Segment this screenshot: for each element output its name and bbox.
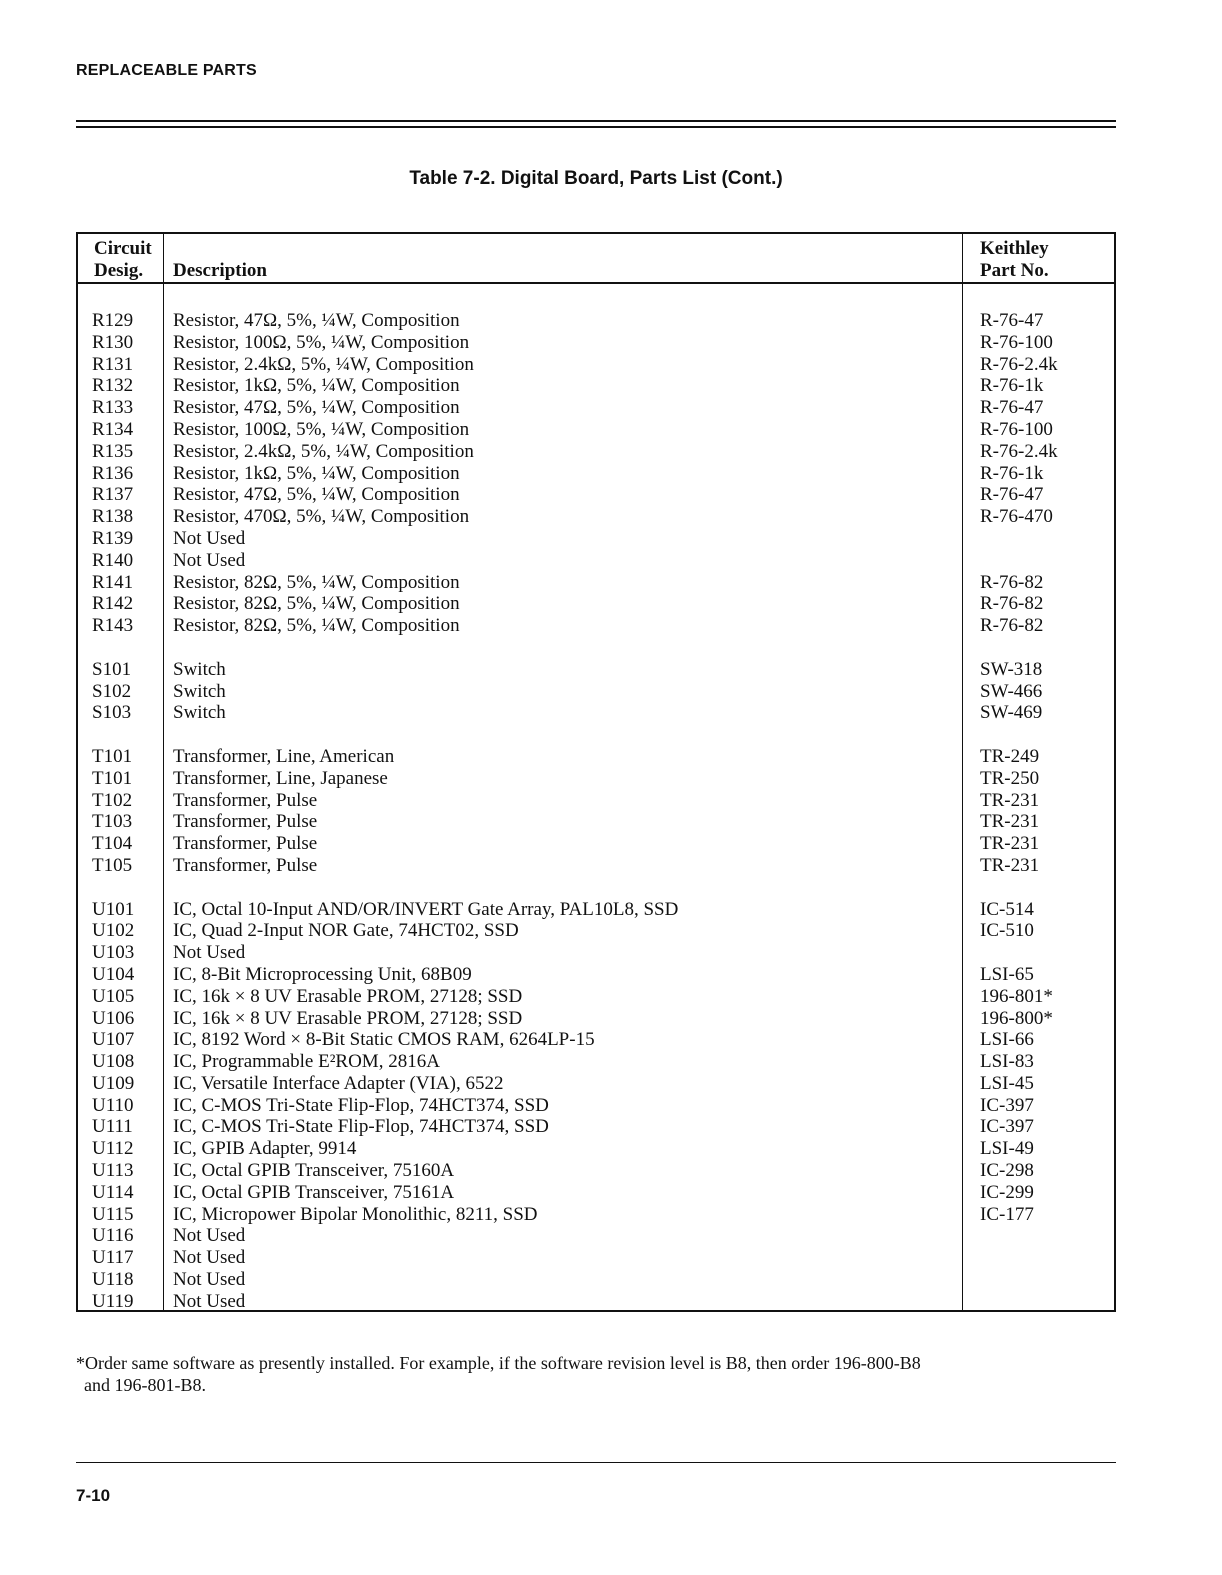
table-row	[78, 942, 1114, 964]
cell-description: Resistor, 2.4kΩ, 5%, ¼W, Composition	[173, 440, 474, 462]
cell-part-no: R-76-100	[980, 418, 1053, 440]
cell-description: Resistor, 47Ω, 5%, ¼W, Composition	[173, 397, 460, 419]
cell-description: IC, Micropower Bipolar Monolithic, 8211, SSD	[173, 1203, 538, 1225]
cell-circuit-desig: U118	[92, 1269, 134, 1291]
table-row	[78, 1008, 1114, 1030]
cell-circuit-desig: S102	[92, 680, 132, 702]
cell-circuit-desig: T104	[92, 833, 133, 855]
table-row	[78, 375, 1114, 397]
cell-description: Resistor, 47Ω, 5%, ¼W, Composition	[173, 310, 460, 331]
table-row	[78, 1182, 1114, 1204]
cell-description: Resistor, 100Ω, 5%, ¼W, Composition	[173, 418, 470, 440]
cell-part-no: R-76-47	[980, 397, 1044, 419]
table-row	[78, 964, 1114, 986]
cell-circuit-desig: R137	[92, 484, 134, 506]
cell-description: Resistor, 470Ω, 5%, ¼W, Composition	[173, 506, 470, 528]
cell-description: Resistor, 82Ω, 5%, ¼W, Composition	[173, 615, 460, 637]
table-row	[78, 332, 1114, 354]
table-row	[78, 899, 1114, 921]
cell-part-no: R-76-47	[980, 310, 1044, 331]
table-row	[78, 855, 1114, 877]
cell-part-no: 196-800*	[980, 1007, 1053, 1029]
cell-description: Transformer, Pulse	[173, 854, 318, 876]
cell-circuit-desig: U119	[92, 1290, 134, 1312]
cell-circuit-desig: R136	[92, 462, 134, 484]
cell-circuit-desig: U111	[92, 1116, 133, 1138]
cell-part-no: IC-397	[980, 1094, 1034, 1116]
cell-circuit-desig: T102	[92, 789, 133, 811]
cell-description: IC, Octal GPIB Transceiver, 75161A	[173, 1181, 455, 1203]
cell-part-no: 196-801*	[980, 985, 1053, 1007]
table-row	[78, 833, 1114, 855]
cell-circuit-desig: R138	[92, 506, 134, 528]
cell-circuit-desig: R142	[92, 593, 134, 615]
cell-description: IC, 8192 Word × 8-Bit Static CMOS RAM, 6264LP-15	[173, 1029, 595, 1051]
cell-circuit-desig: U116	[92, 1225, 134, 1247]
table-header-rule	[78, 282, 1114, 284]
cell-part-no: R-76-470	[980, 506, 1053, 528]
cell-circuit-desig: U112	[92, 1138, 134, 1160]
cell-part-no: SW-318	[980, 658, 1043, 680]
table-row	[78, 1116, 1114, 1138]
cell-circuit-desig: S101	[92, 658, 132, 680]
table-row	[78, 986, 1114, 1008]
cell-part-no: SW-466	[980, 680, 1043, 702]
table-row	[78, 637, 1114, 659]
cell-circuit-desig: R134	[92, 418, 134, 440]
cell-part-no: TR-249	[980, 745, 1040, 767]
table-row	[78, 484, 1114, 506]
cell-circuit-desig: R131	[92, 353, 134, 375]
cell-part-no: R-76-82	[980, 593, 1044, 615]
page-number: 7-10	[76, 1486, 111, 1505]
cell-description: Transformer, Pulse	[173, 833, 318, 855]
cell-circuit-desig: U115	[92, 1203, 134, 1225]
cell-description: IC, Programmable E²ROM, 2816A	[173, 1051, 440, 1073]
cell-part-no: SW-469	[980, 702, 1043, 724]
cell-description: Resistor, 2.4kΩ, 5%, ¼W, Composition	[173, 353, 474, 375]
cell-part-no: R-76-1k	[980, 375, 1044, 397]
cell-circuit-desig: R140	[92, 549, 134, 571]
cell-circuit-desig: R130	[92, 331, 134, 353]
cell-circuit-desig: U114	[92, 1181, 134, 1203]
cell-circuit-desig: U102	[92, 920, 135, 942]
table-row	[78, 659, 1114, 681]
cell-circuit-desig: R132	[92, 375, 134, 397]
table-row	[78, 790, 1114, 812]
cell-part-no: LSI-66	[980, 1029, 1034, 1051]
cell-description: IC, Octal GPIB Transceiver, 75160A	[173, 1160, 455, 1182]
table-row	[78, 1029, 1114, 1051]
cell-description: Not Used	[173, 1225, 246, 1247]
footer-rule	[76, 1462, 1116, 1463]
table-row	[78, 746, 1114, 768]
cell-circuit-desig: U113	[92, 1160, 134, 1182]
header-rule-top	[76, 120, 1116, 122]
cell-circuit-desig: U117	[92, 1247, 134, 1269]
table-title: Table 7-2. Digital Board, Parts List (Cont.)	[409, 168, 783, 189]
cell-circuit-desig: R141	[92, 571, 134, 593]
cell-circuit-desig: T105	[92, 854, 133, 876]
column-header-part-line1: Keithley	[980, 238, 1049, 259]
table-row	[78, 768, 1114, 790]
cell-part-no: IC-397	[980, 1116, 1034, 1138]
table-row	[78, 1291, 1114, 1313]
cell-circuit-desig: R135	[92, 440, 134, 462]
cell-circuit-desig: U101	[92, 898, 135, 920]
cell-description: Resistor, 82Ω, 5%, ¼W, Composition	[173, 593, 460, 615]
cell-part-no: TR-250	[980, 767, 1040, 789]
table-row	[78, 1138, 1114, 1160]
cell-description: Resistor, 47Ω, 5%, ¼W, Composition	[173, 484, 460, 506]
cell-part-no: R-76-2.4k	[980, 440, 1058, 462]
table-row	[78, 310, 1114, 332]
footnote	[76, 1352, 1126, 1396]
cell-description: Transformer, Line, Japanese	[173, 767, 388, 789]
column-header-desig-line2: Desig.	[94, 260, 144, 281]
cell-part-no: R-76-1k	[980, 462, 1044, 484]
cell-circuit-desig: U104	[92, 963, 135, 985]
cell-description: Switch	[173, 658, 226, 680]
cell-part-no: IC-299	[980, 1181, 1034, 1203]
cell-description: Resistor, 100Ω, 5%, ¼W, Composition	[173, 331, 470, 353]
cell-circuit-desig: R143	[92, 615, 134, 637]
table-row	[78, 397, 1114, 419]
parts-table	[76, 232, 1116, 1312]
cell-part-no: R-76-82	[980, 615, 1044, 637]
cell-circuit-desig: U105	[92, 985, 135, 1007]
cell-part-no: R-76-82	[980, 571, 1044, 593]
table-row	[78, 920, 1114, 942]
cell-description: IC, Versatile Interface Adapter (VIA), 6522	[173, 1072, 504, 1094]
cell-circuit-desig: T103	[92, 811, 133, 833]
table-row	[78, 1247, 1114, 1269]
cell-circuit-desig: U109	[92, 1072, 135, 1094]
column-header-desig-line1: Circuit	[94, 238, 152, 259]
cell-description: IC, C-MOS Tri-State Flip-Flop, 74HCT374, SSD	[173, 1094, 549, 1116]
cell-circuit-desig: R139	[92, 527, 134, 549]
cell-circuit-desig: R129	[92, 310, 134, 331]
cell-part-no: TR-231	[980, 833, 1040, 855]
cell-description: Not Used	[173, 527, 246, 549]
cell-description: Not Used	[173, 942, 246, 964]
table-body	[78, 310, 1114, 1313]
cell-part-no: IC-510	[980, 920, 1034, 942]
cell-description: Resistor, 82Ω, 5%, ¼W, Composition	[173, 571, 460, 593]
cell-part-no: R-76-47	[980, 484, 1044, 506]
cell-description: Not Used	[173, 1269, 246, 1291]
table-row	[78, 506, 1114, 528]
cell-part-no: LSI-45	[980, 1072, 1034, 1094]
table-row	[78, 441, 1114, 463]
column-header-circuit-desig	[94, 238, 152, 282]
cell-description: Resistor, 1kΩ, 5%, ¼W, Composition	[173, 375, 460, 397]
cell-description: IC, GPIB Adapter, 9914	[173, 1138, 357, 1160]
table-row	[78, 811, 1114, 833]
cell-part-no: LSI-83	[980, 1051, 1034, 1073]
cell-description: Transformer, Pulse	[173, 811, 318, 833]
cell-circuit-desig: U103	[92, 942, 135, 964]
table-row	[78, 1225, 1114, 1247]
cell-description: Resistor, 1kΩ, 5%, ¼W, Composition	[173, 462, 460, 484]
cell-part-no: R-76-2.4k	[980, 353, 1058, 375]
table-row	[78, 702, 1114, 724]
cell-description: IC, 8-Bit Microprocessing Unit, 68B09	[173, 963, 472, 985]
cell-part-no: IC-177	[980, 1203, 1034, 1225]
table-row	[78, 1204, 1114, 1226]
cell-part-no: IC-514	[980, 898, 1034, 920]
cell-part-no: LSI-65	[980, 963, 1034, 985]
table-row	[78, 1269, 1114, 1291]
cell-circuit-desig: T101	[92, 767, 133, 789]
table-row	[78, 593, 1114, 615]
cell-part-no: R-76-100	[980, 331, 1053, 353]
header-rule-bottom	[76, 126, 1116, 128]
cell-circuit-desig: T101	[92, 745, 133, 767]
cell-description: Switch	[173, 702, 226, 724]
cell-circuit-desig: U110	[92, 1094, 134, 1116]
column-header-description: Description	[173, 260, 267, 281]
column-header-part-line2: Part No.	[980, 260, 1049, 281]
cell-description: Transformer, Line, American	[173, 745, 395, 767]
cell-part-no: TR-231	[980, 854, 1040, 876]
table-row	[78, 681, 1114, 703]
table-row	[78, 550, 1114, 572]
footnote-line1: *Order same software as presently installed. For example, if the software revision level is B8, then order 196-800-B8	[76, 1353, 921, 1373]
cell-description: Switch	[173, 680, 226, 702]
cell-description: IC, 16k × 8 UV Erasable PROM, 27128; SSD	[173, 985, 523, 1007]
cell-part-no: TR-231	[980, 811, 1040, 833]
table-row	[78, 615, 1114, 637]
table-row	[78, 463, 1114, 485]
cell-part-no: LSI-49	[980, 1138, 1034, 1160]
cell-description: Not Used	[173, 549, 246, 571]
table-row	[78, 1073, 1114, 1095]
table-row	[78, 724, 1114, 746]
cell-description: IC, Octal 10-Input AND/OR/INVERT Gate Array, PAL10L8, SSD	[173, 898, 679, 920]
table-row	[78, 1051, 1114, 1073]
table-row	[78, 1095, 1114, 1117]
cell-circuit-desig: R133	[92, 397, 134, 419]
table-row	[78, 877, 1114, 899]
cell-description: Transformer, Pulse	[173, 789, 318, 811]
cell-description: IC, 16k × 8 UV Erasable PROM, 27128; SSD	[173, 1007, 523, 1029]
column-header-part-no	[980, 238, 1049, 282]
cell-circuit-desig: S103	[92, 702, 132, 724]
cell-description: IC, Quad 2-Input NOR Gate, 74HCT02, SSD	[173, 920, 519, 942]
cell-circuit-desig: U108	[92, 1051, 135, 1073]
cell-description: Not Used	[173, 1290, 246, 1312]
table-row	[78, 354, 1114, 376]
cell-description: IC, C-MOS Tri-State Flip-Flop, 74HCT374, SSD	[173, 1116, 549, 1138]
footnote-line2: and 196-801-B8.	[84, 1375, 206, 1395]
cell-part-no: TR-231	[980, 789, 1040, 811]
cell-circuit-desig: U107	[92, 1029, 135, 1051]
cell-circuit-desig: U106	[92, 1007, 135, 1029]
table-row	[78, 419, 1114, 441]
section-header: REPLACEABLE PARTS	[76, 62, 257, 79]
cell-description: Not Used	[173, 1247, 246, 1269]
cell-part-no: IC-298	[980, 1160, 1034, 1182]
table-row	[78, 1160, 1114, 1182]
table-row	[78, 528, 1114, 550]
table-row	[78, 572, 1114, 594]
